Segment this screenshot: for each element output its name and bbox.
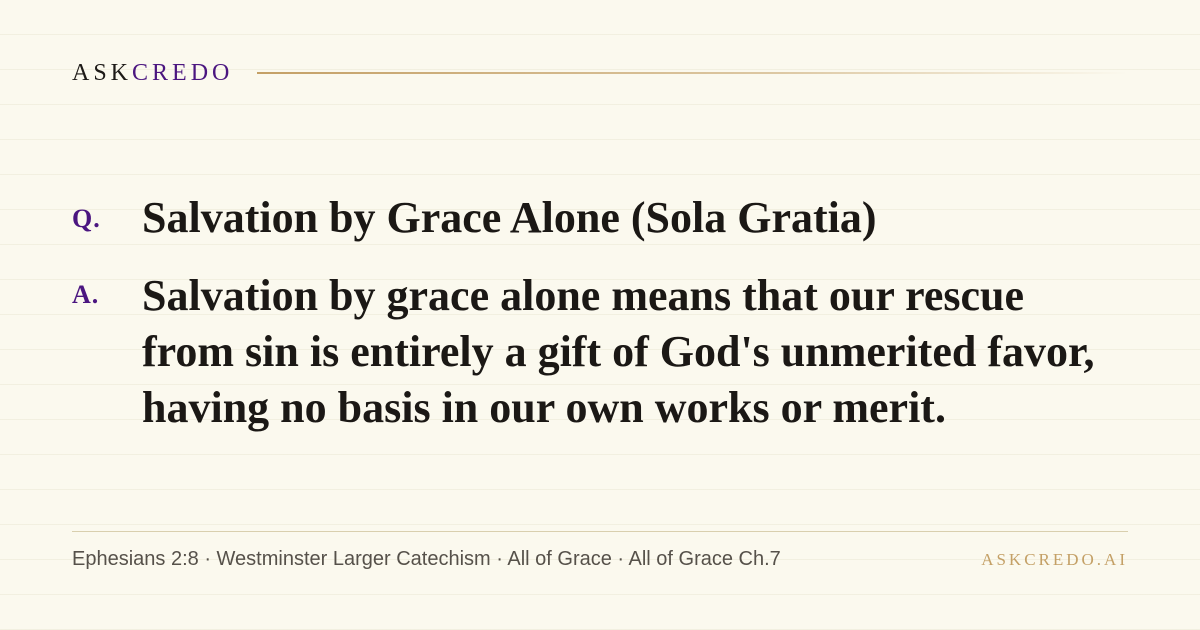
footer-divider xyxy=(72,531,1128,532)
answer-line: Salvation by grace alone means that our rescue xyxy=(142,271,1024,320)
sources-list: Ephesians 2:8 · Westminster Larger Catechism · All of Grace · All of Grace Ch.7 xyxy=(72,548,781,570)
footer xyxy=(72,548,1128,571)
question-text: Salvation by Grace Alone (Sola Gratia) xyxy=(142,193,877,242)
logo-credo-text: CREDO xyxy=(132,60,234,86)
answer-text xyxy=(142,268,1142,436)
askcredo-logo xyxy=(72,61,233,85)
header-divider xyxy=(257,72,1128,74)
header xyxy=(72,56,1128,90)
question-row xyxy=(72,190,877,246)
answer-line: having no basis in our own works or merit. xyxy=(142,383,946,432)
site-url: ASKCREDO.AI xyxy=(981,549,1128,569)
question-marker: Q. xyxy=(72,204,101,233)
answer-row xyxy=(72,268,1142,436)
answer-marker: A. xyxy=(72,280,100,309)
logo-ask-text: ASK xyxy=(72,60,133,86)
answer-line: from sin is entirely a gift of God's unmerited favor, xyxy=(142,327,1095,376)
